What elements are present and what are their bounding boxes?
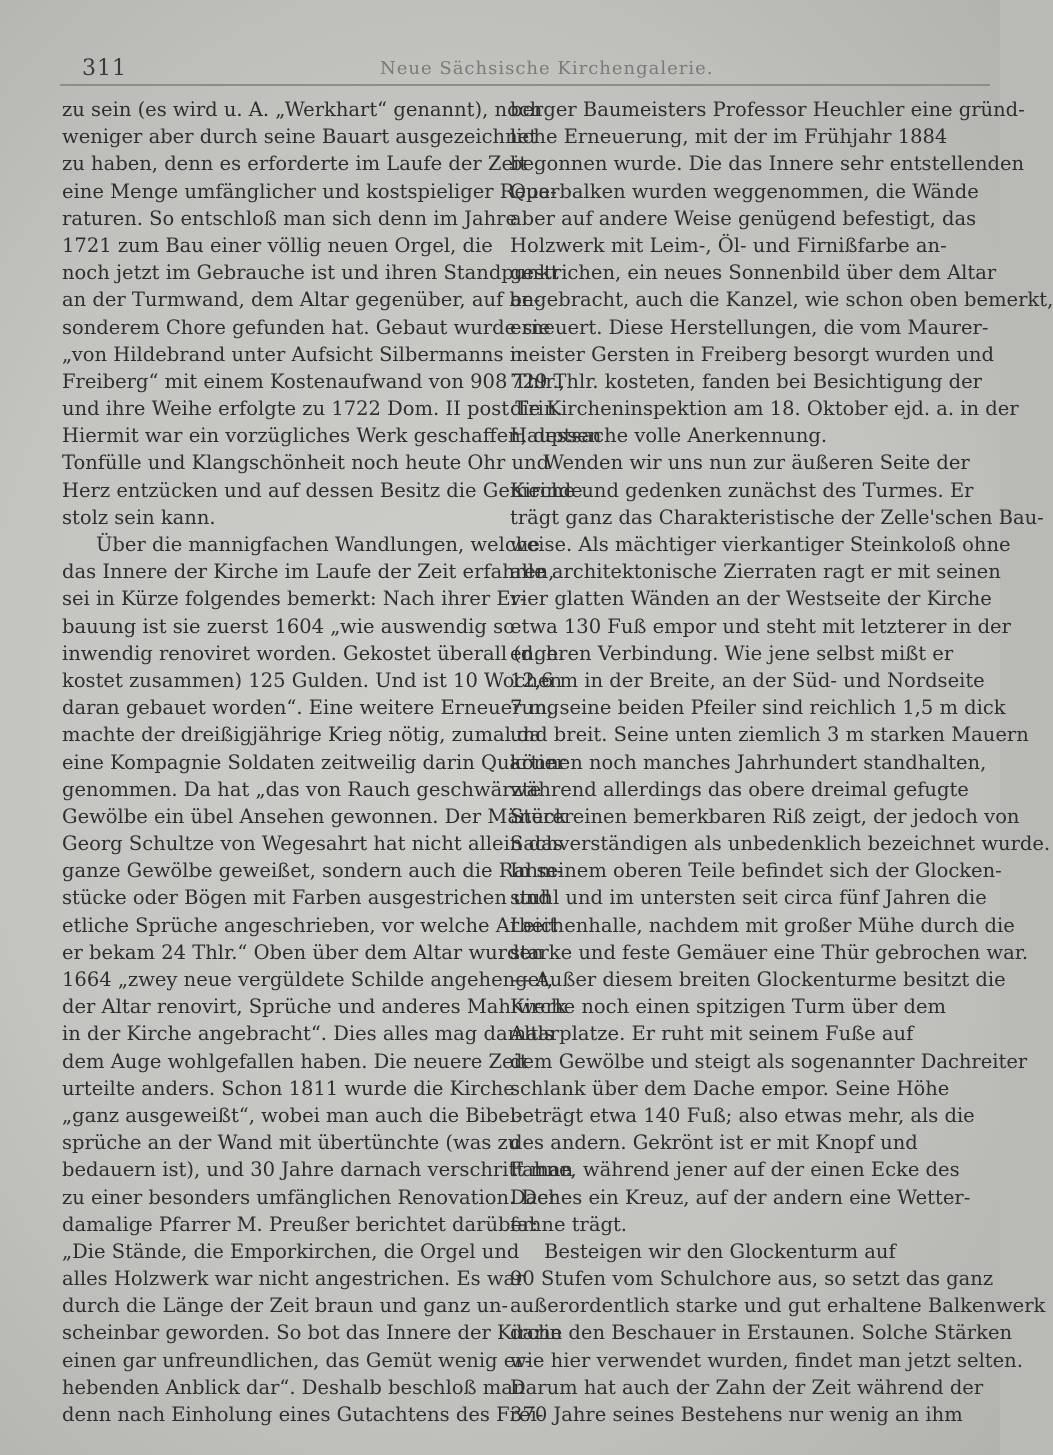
text-line: stücke oder Bögen mit Farben ausgestrichen und	[62, 886, 551, 910]
page-number: 311	[82, 56, 127, 81]
text-line: können noch manches Jahrhundert standhalten,	[510, 750, 987, 774]
text-line: Querbalken wurden weggenommen, die Wände	[510, 179, 979, 203]
text-line: „Die Stände, die Emporkirchen, die Orgel und	[62, 1239, 520, 1263]
text-line: zu haben, denn es erforderte im Laufe der Zeit	[62, 152, 528, 176]
text-line: 12,6 m in der Breite, an der Süd- und Nordseite	[510, 668, 985, 692]
text-line: 370 Jahre seines Bestehens nur wenig an ihm	[510, 1403, 963, 1426]
text-line: raturen. So entschloß man sich denn im Jahre	[62, 206, 518, 230]
text-line: — Außer diesem breiten Glockenturme besitzt die	[510, 968, 1006, 991]
text-line: der Altar renovirt, Sprüche und anderes Mahlwerk	[62, 995, 567, 1019]
text-line: bedauern ist), und 30 Jahre darnach verschritt man	[62, 1158, 574, 1182]
text-line: Tonfülle und Klangschönheit noch heute Ohr und	[62, 451, 550, 475]
text-line: etwa 130 Fuß empor und steht mit letzterer in der	[510, 614, 1011, 638]
text-line: In seinem oberen Teile befindet sich der Glocken-	[510, 859, 1002, 883]
text-line: stolz sein kann.	[62, 505, 216, 529]
text-line: Gewölbe ein übel Ansehen gewonnen. Der Mänerer	[62, 804, 574, 828]
text-line: beträgt etwa 140 Fuß; also etwas mehr, als die	[510, 1103, 975, 1127]
text-line: 1664 „zwey neue vergüldete Schilde angehenget,	[62, 968, 554, 991]
text-line: Stück einen bemerkbaren Riß zeigt, der jedoch von	[510, 804, 1020, 828]
text-line: vier glatten Wänden an der Westseite der Kirche	[510, 587, 992, 611]
text-line: weniger aber durch seine Bauart ausgezeichnet	[62, 125, 538, 149]
text-line: Daches ein Kreuz, auf der andern eine Wetter-	[510, 1185, 971, 1209]
text-line: schlank über dem Dache empor. Seine Höhe	[510, 1076, 950, 1100]
header-rule	[60, 84, 990, 86]
text-line: Über die mannigfachen Wandlungen, welche	[96, 533, 540, 556]
text-line: Fahne, während jener auf der einen Ecke des	[510, 1158, 960, 1182]
text-line: er bekam 24 Thlr.“ Oben über dem Altar wurden	[62, 940, 544, 964]
text-line: die Kircheninspektion am 18. Oktober ejd. a. in der	[510, 397, 1019, 421]
text-line: Kirche und gedenken zunächst des Turmes. Er	[510, 478, 974, 502]
text-line: sei in Kürze folgendes bemerkt: Nach ihrer Er-	[62, 587, 527, 611]
text-line: außerordentlich starke und gut erhaltene Balkenwerk	[510, 1294, 1046, 1318]
text-line: 7 m, seine beiden Pfeiler sind reichlich 1,5 m dick	[510, 696, 1006, 720]
text-line: hebenden Anblick dar“. Deshalb beschloß man	[62, 1375, 526, 1399]
text-line: Hauptsache volle Anerkennung.	[510, 424, 828, 448]
text-line: 1721 zum Bau einer völlig neuen Orgel, die	[62, 233, 493, 257]
text-line: 90 Stufen vom Schulchore aus, so setzt das ganz	[510, 1267, 994, 1291]
text-line: meister Gersten in Freiberg besorgt wurden und	[510, 342, 994, 366]
text-line: Darum hat auch der Zahn der Zeit während der	[510, 1375, 984, 1399]
text-line: liche Erneuerung, mit der im Frühjahr 1884	[510, 125, 948, 149]
text-line: 729 Thlr. kosteten, fanden bei Besichtigung der	[510, 369, 982, 393]
text-line: in der Kirche angebracht“. Dies alles mag damals	[62, 1022, 554, 1046]
text-line: wie hier verwendet wurden, findet man jetzt selten.	[510, 1348, 1023, 1372]
text-line: eine Menge umfänglicher und kostspieliger Repa-	[62, 179, 557, 203]
text-line: Herz entzücken und auf dessen Besitz die Gemeinde	[62, 478, 583, 502]
text-line: inwendig renoviret worden. Gekostet überall (d. h.	[62, 641, 565, 665]
text-line: darin den Beschauer in Erstaunen. Solche Stärken	[510, 1321, 1013, 1345]
text-line: Kirche noch einen spitzigen Turm über dem	[510, 995, 946, 1019]
text-line: weise. Als mächtiger vierkantiger Steinkoloß ohne	[510, 533, 1011, 556]
text-line: zu einer besonders umfänglichen Renovation. Der	[62, 1185, 558, 1209]
text-line: und ihre Weihe erfolgte zu 1722 Dom. II post Trin.	[62, 397, 563, 421]
text-line: genommen. Da hat „das von Rauch geschwärzte	[62, 777, 542, 801]
right-column	[510, 96, 1053, 1428]
text-line: Freiberg“ mit einem Kostenaufwand von 908 Thlr.,	[62, 369, 565, 393]
text-line: eine Kompagnie Soldaten zeitweilig darin Quartier	[62, 750, 566, 774]
running-title: Neue Sächsische Kirchengalerie.	[380, 58, 714, 79]
text-line: des andern. Gekrönt ist er mit Knopf und	[510, 1131, 918, 1155]
text-line: Hiermit war ein vorzügliches Werk geschaffen, dessen	[62, 424, 602, 448]
text-line: noch jetzt im Gebrauche ist und ihren Standpunkt	[62, 261, 559, 285]
text-line: einen gar unfreundlichen, das Gemüt wenig er-	[62, 1348, 532, 1372]
text-line: trägt ganz das Charakteristische der Zelle'schen Bau-	[510, 505, 1044, 529]
text-line: urteilte anders. Schon 1811 wurde die Kirche	[62, 1076, 515, 1100]
text-line: sonderem Chore gefunden hat. Gebaut wurde sie	[62, 315, 551, 339]
text-line: dem Gewölbe und steigt als sogenannter Dachreiter	[510, 1049, 1028, 1073]
text-line: ganze Gewölbe geweißet, sondern auch die Rahm-	[62, 859, 564, 883]
text-line: daran gebauet worden“. Eine weitere Erneuerung	[62, 696, 560, 720]
page-header	[60, 52, 990, 86]
text-line: Holzwerk mit Leim-, Öl- und Firnißfarbe an-	[510, 233, 947, 257]
text-line: engeren Verbindung. Wie jene selbst mißt er	[510, 641, 954, 665]
text-line: fahne trägt.	[510, 1212, 627, 1236]
text-line: Sachverständigen als unbedenklich bezeichnet wurde.	[510, 832, 1051, 856]
text-line: und breit. Seine unten ziemlich 3 m starken Mauern	[510, 723, 1029, 747]
text-line: damalige Pfarrer M. Preußer berichtet darüber:	[62, 1212, 538, 1236]
text-line: während allerdings das obere dreimal gefugte	[510, 777, 969, 801]
text-line: berger Baumeisters Professor Heuchler eine gründ-	[510, 98, 1025, 121]
text-line: begonnen wurde. Die das Innere sehr entstellenden	[510, 152, 1025, 176]
text-line: etliche Sprüche angeschrieben, vor welche Arbeit	[62, 913, 558, 937]
text-line: sprüche an der Wand mit übertünchte (was zu	[62, 1131, 521, 1155]
text-line: gestrichen, ein neues Sonnenbild über dem Altar	[510, 261, 997, 285]
text-line: aber auf andere Weise genügend befestigt, das	[510, 206, 977, 230]
text-line: angebracht, auch die Kanzel, wie schon oben bemerkt,	[510, 288, 1053, 312]
text-line: Besteigen wir den Glockenturm auf	[544, 1239, 896, 1263]
text-line: an der Turmwand, dem Altar gegenüber, auf be-	[62, 288, 541, 312]
text-line: starke und feste Gemäuer eine Thür gebrochen war.	[510, 940, 1029, 964]
text-line: stuhl und im untersten seit circa fünf Jahren die	[510, 886, 987, 910]
text-line: das Innere der Kirche im Laufe der Zeit erfahren,	[62, 560, 555, 584]
text-line: alles Holzwerk war nicht angestrichen. Es war	[62, 1267, 525, 1291]
text-line: „von Hildebrand unter Aufsicht Silbermanns in	[62, 342, 529, 366]
text-line: alle architektonische Zierraten ragt er mit seinen	[510, 560, 1001, 584]
text-line: Georg Schultze von Wegesahrt hat nicht allein das	[62, 832, 563, 856]
text-line: scheinbar geworden. So bot das Innere der Kirche	[62, 1321, 563, 1345]
text-line: denn nach Einholung eines Gutachtens des Frei-	[62, 1403, 544, 1426]
text-line: „ganz ausgeweißt“, wobei man auch die Bibel-	[62, 1103, 523, 1127]
text-line: erneuert. Diese Herstellungen, die vom Maurer-	[510, 315, 989, 339]
text-line: kostet zusammen) 125 Gulden. Und ist 10 Wochen	[62, 668, 563, 692]
text-line: bauung ist sie zuerst 1604 „wie auswendig so	[62, 614, 515, 638]
text-line: Leichenhalle, nachdem mit großer Mühe durch die	[510, 913, 1015, 937]
text-line: Wenden wir uns nun zur äußeren Seite der	[544, 451, 970, 475]
text-line: machte der dreißigjährige Krieg nötig, zumal da	[62, 723, 542, 747]
text-line: zu sein (es wird u. A. „Werkhart“ genannt), noch	[62, 98, 543, 121]
text-line: Altarplatze. Er ruht mit seinem Fuße auf	[510, 1022, 914, 1046]
text-line: durch die Länge der Zeit braun und ganz un-	[62, 1294, 509, 1318]
text-line: dem Auge wohlgefallen haben. Die neuere Zeit	[62, 1049, 528, 1073]
